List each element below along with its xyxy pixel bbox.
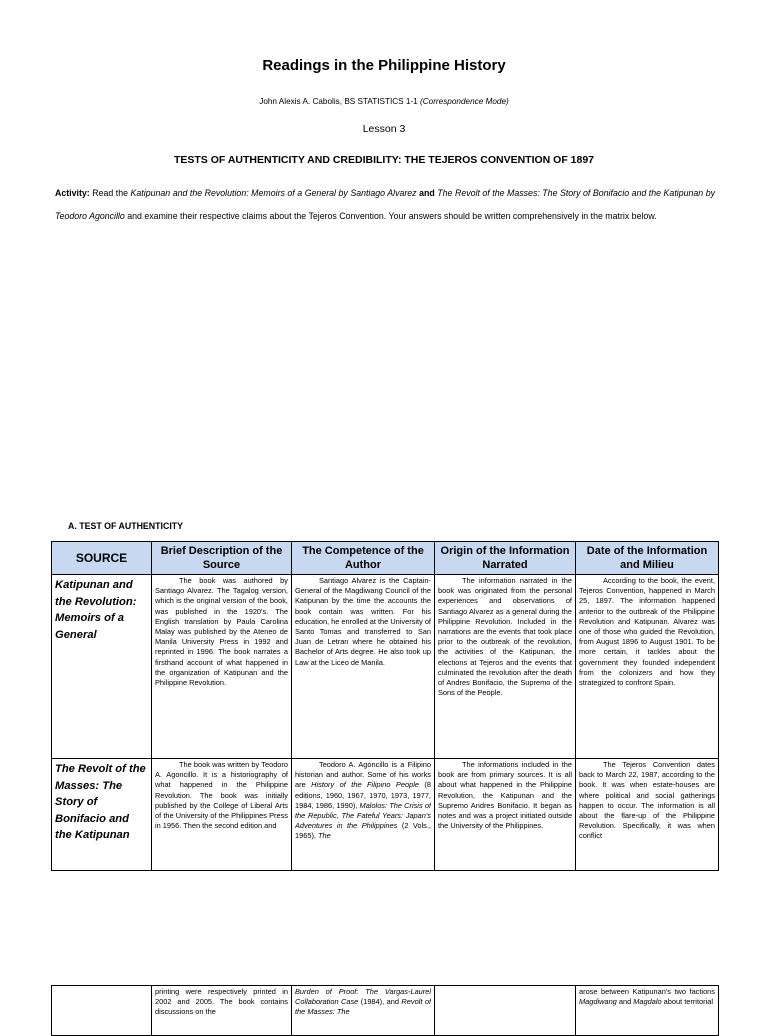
authenticity-table-continued (51, 985, 719, 1036)
faction-name: Magdalo (633, 997, 662, 1007)
competence-text (295, 760, 431, 869)
description-text: The book was authored by Santiago Alvarez. The Tagalog version, which is the original version of the book, was published in the 1920's. The English translation by Paula Carolina Malay was published by the Ateneo de Manila University Press in 1992 and reprinted in 1996. The book narrates a firsthand account of what happened in the organization of Katipunan and the Philippine Revolution. (155, 576, 288, 688)
author-name: John Alexis A. Cabolis, BS STATISTICS 1-1 (259, 97, 418, 106)
description-cell (152, 986, 292, 1036)
table-row (52, 575, 719, 759)
header-description: Brief Description of the Source (152, 542, 292, 575)
table-header-row (52, 542, 719, 575)
competence-cell (292, 986, 435, 1036)
table-row (52, 986, 719, 1036)
authenticity-table (51, 541, 719, 871)
work-title: The (318, 831, 331, 841)
date-text-part: and (616, 997, 634, 1007)
faction-name: Magdiwang (579, 997, 617, 1007)
work-title: Malolos: The Crisis of the Republic, The Fateful Years: Japan's Adventures in the Philippines (295, 800, 431, 831)
lesson-heading: TESTS OF AUTHENTICITY AND CREDIBILITY: THE TEJEROS CONVENTION OF 1897 (173, 154, 595, 166)
section-label: A. TEST OF AUTHENTICITY (68, 521, 184, 531)
activity-instructions (55, 182, 715, 227)
work-title: Burden of Proof: The Vargas-Laurel Collaboration Case (295, 987, 431, 1007)
source-cell: Katipunan and the Revolution: Memoirs of a General (52, 575, 152, 759)
book-title-2: The Revolt of the Masses: The Story of Bonifacio and the Katipunan by Teodoro Agoncillo (55, 188, 715, 221)
description-cell (152, 759, 292, 871)
description-cell (152, 575, 292, 759)
date-cell (576, 986, 719, 1036)
source-cell: The Revolt of the Masses: The Story of Bonifacio and the Katipunan (52, 759, 152, 871)
header-competence: The Competence of the Author (292, 542, 435, 575)
book-title-1: Katipunan and the Revolution: Memoirs of a General by Santiago Alvarez (130, 188, 417, 198)
date-text-part: about territorial (661, 997, 713, 1007)
lesson-number: Lesson 3 (362, 123, 406, 135)
table-row (52, 759, 719, 871)
activity-text: Read the (89, 188, 131, 198)
activity-conjunction: and (416, 188, 438, 198)
competence-text-part: Teodoro A. Agoncillo is a Filipino historian and author. Some of his works are (295, 760, 431, 790)
origin-cell (435, 759, 576, 871)
author-line (0, 97, 768, 106)
origin-text: The information narrated in the book was originated from the personal experiences and observations of Santiago Alvarez as a general during the Philippine Revolution. Included in the narrations are the events that took place prior to the outbreak of the revolution, the activities of the Katipunan, the elections at Tejeros and the events that culminated the revolution after the death of Andres Bonifacio, the Supremo of the Sons of the People. (438, 576, 572, 698)
origin-cell (435, 575, 576, 759)
date-cell (576, 759, 719, 871)
date-text: The Tejeros Convention dates back to March 22, 1987, according to the book. It was when estate-houses are where political and social gatherings happen to occur. The information is all about the flare-up of the Philippine Revolution. Specifically, it was when conflict (579, 760, 715, 841)
work-title: History of the Filipino People (311, 780, 419, 790)
date-text (579, 987, 715, 1023)
competence-text-part: (1984), and (358, 997, 402, 1007)
activity-label: Activity: (55, 188, 90, 198)
activity-text-end: and examine their respective claims about the Tejeros Convention. Your answers should be written comprehensively in the matrix below. (124, 210, 657, 221)
header-date: Date of the Information and Milieu (576, 542, 719, 575)
header-source: SOURCE (52, 542, 152, 575)
author-mode: (Correspondence Mode) (420, 97, 509, 106)
work-title: Revolt of the Masses: The (295, 997, 431, 1017)
origin-cell (435, 986, 576, 1036)
competence-cell (292, 759, 435, 871)
page-title: Readings in the Philippine History (262, 57, 506, 74)
date-text-part: arose between Katipunan's two factions (579, 987, 715, 996)
competence-cell (292, 575, 435, 759)
description-text: printing were respectively printed in 2002 and 2005. The book contains discussions on the (155, 987, 288, 1017)
competence-text: Santiago Alvarez is the Captain-General of the Magdiwang Council of the Katipunan by the time the accounts the book contain was written. For his education, he enrolled at the University of Santo Tomas and transferred to San Juan de Letran where he obtained his Bachelor of Arts degree. He also took up Law at the Liceo de Manila. (295, 576, 431, 667)
date-cell (576, 575, 719, 759)
competence-text-part: (2 Vols., 1965), (295, 821, 431, 841)
header-origin: Origin of the Information Narrated (435, 542, 576, 575)
competence-text (295, 987, 431, 1023)
source-cell (52, 986, 152, 1036)
description-text: The book was written by Teodoro A. Agoncillo. It is a historiography of what happened in the Philippine Revolution. The book was initially published by the College of Liberal Arts of the University of the Philippines Press in 1956. Then the second edition and (155, 760, 288, 831)
competence-text-part: (8 editions, 1960, 1967, 1970, 1973, 1977, 1984, 1986, 1990), (295, 780, 431, 810)
date-text: According to the book, the event, Tejeros Convention, happened in March 25, 1897. The information happened anterior to the outbreak of the Philippine Revolution and Katipunan. Alvarez was one of those who guided the Revolution, from August 1896 to August 1901. To be more certain, it tackles about the government they founded independent from the colonizers and how they strategized to confront Spain. (579, 576, 715, 688)
origin-text: The informations included in the book are from primary sources. It is all about what happened in the Philippine Revolution, the Katipunan and the Supremo Andres Bonifacio. It began as notes and was a project initiated outside the University of the Philippines. (438, 760, 572, 831)
